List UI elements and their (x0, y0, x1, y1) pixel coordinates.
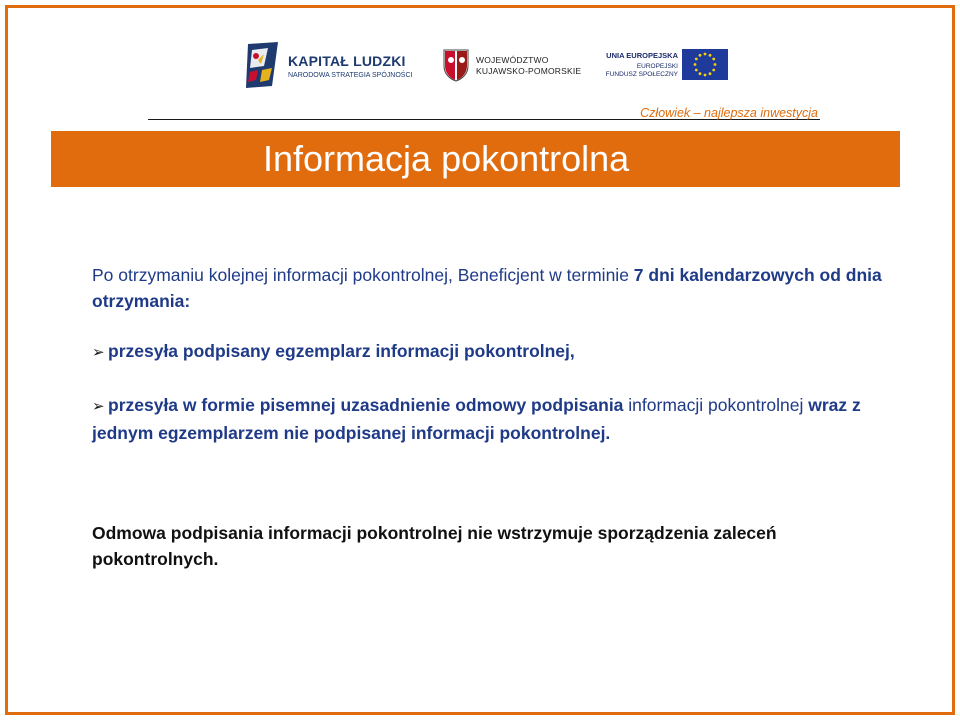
arrow-right-icon: ➢ (92, 344, 105, 361)
bullet-item-2 (92, 392, 892, 446)
page-title: Informacja pokontrolna (263, 138, 630, 179)
kapital-ludzki-title: KAPITAŁ LUDZKI (288, 53, 406, 69)
ue-line1: UNIA EUROPEJSKA (606, 51, 678, 60)
eu-flag-icon (682, 49, 728, 80)
ue-line2: EUROPEJSKI (636, 63, 678, 70)
arrow-right-icon: ➢ (92, 398, 105, 415)
intro-bold: 7 dni kalendarzowych od dnia otrzymania: (92, 265, 882, 311)
kapital-ludzki-logo (244, 40, 414, 90)
wojewodztwo-logo (442, 48, 582, 84)
bullet-2-plain: informacji pokontrolnej (623, 395, 809, 415)
unia-europejska-logo (605, 48, 732, 84)
final-note (92, 520, 892, 572)
title-bar (51, 131, 900, 187)
final-note-text: Odmowa podpisania informacji pokontrolnej nie wstrzymuje sporządzenia zaleceń pokontrolnych. (92, 523, 777, 569)
intro-paragraph (92, 262, 892, 314)
kapital-ludzki-emblem-icon (244, 40, 284, 90)
kapital-ludzki-subtitle: NARODOWA STRATEGIA SPÓJNOŚCI (288, 72, 413, 79)
bullet-1-text: przesyła podpisany egzemplarz informacji pokontrolnej, (108, 341, 575, 361)
motto-text: Człowiek – najlepsza inwestycja (640, 106, 818, 120)
coat-of-arms-icon (442, 48, 470, 82)
wojewodztwo-line2: KUJAWSKO-POMORSKIE (476, 66, 582, 76)
bullet-2-bold-end: wraz z jednym egzemplarzem nie podpisanej informacji pokontrolnej. (92, 395, 861, 443)
slide-content (92, 262, 892, 572)
ue-line3: FUNDUSZ SPOŁECZNY (605, 71, 678, 78)
intro-plain: Po otrzymaniu kolejnej informacji pokontrolnej, Beneficjent w terminie (92, 265, 634, 285)
bullet-item-1 (92, 338, 892, 366)
wojewodztwo-line1: WOJEWÓDZTWO (476, 55, 549, 65)
bullet-2-bold: przesyła w formie pisemnej uzasadnienie odmowy podpisania (108, 395, 624, 415)
